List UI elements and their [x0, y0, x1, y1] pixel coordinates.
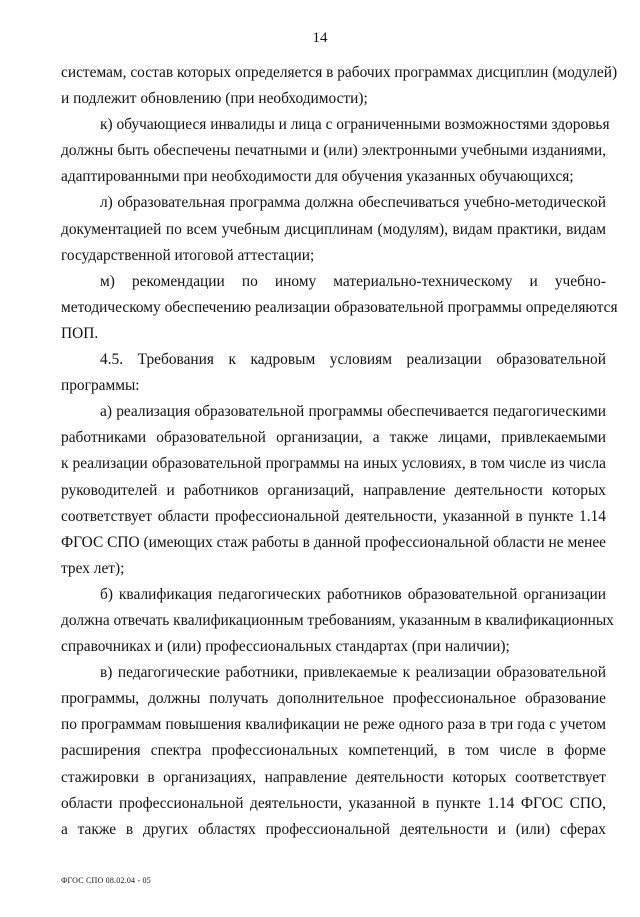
text-line: системам, состав которых определяется в рабочих программах дисциплин (модулей) [61, 64, 618, 81]
text-line: расширения спектра профессиональных компетенций, в том числе в форме [61, 742, 606, 760]
document-body [61, 60, 618, 843]
text-line: б) квалификация педагогических работников образовательной организации [100, 585, 606, 603]
text-line: ПОП. [61, 324, 99, 342]
text-line: государственной итоговой аттестации; [61, 246, 315, 264]
text-line: должна отвечать квалификационным требованиям, указанным в квалификационных [61, 611, 614, 629]
text-line: в) педагогические работники, привлекаемые к реализации образовательной [100, 664, 606, 682]
page-number: 14 [312, 30, 328, 46]
text-line: работниками образовательной организации, а также лицами, привлекаемыми [61, 429, 606, 447]
text-line: ФГОС СПО (имеющих стаж работы в данной профессиональной области не менее [61, 533, 606, 551]
text-line: методическому обеспечению реализации образовательной программы определяются [61, 298, 618, 316]
text-line: 4.5. Требования к кадровым условиям реализации образовательной [100, 351, 606, 369]
text-line: м) рекомендации по иному материально-техническому и учебно- [100, 272, 606, 290]
text-line: должны быть обеспечены печатными и (или) электронными учебными изданиями, [61, 142, 606, 160]
text-line: к реализации образовательной программы на иных условиях, в том числе из числа [61, 455, 606, 473]
text-line: соответствует области профессиональной деятельности, указанной в пункте 1.14 [61, 507, 606, 525]
text-line: справочниках и (или) профессиональных стандартах (при наличии); [61, 638, 510, 656]
text-line: а) реализация образовательной программы обеспечивается педагогическими [100, 403, 606, 421]
text-line: области профессиональной деятельности, указанной в пункте 1.14 ФГОС СПО, [61, 794, 606, 812]
footer-code: ФГОС СПО 08.02.04 - 05 [61, 876, 151, 885]
text-line: трех лет); [61, 559, 125, 577]
text-line: документацией по всем учебным дисциплинам (модулям), видам практики, видам [61, 220, 606, 238]
text-line: а также в других областях профессиональной деятельности и (или) сферах [61, 820, 606, 838]
text-line: и подлежит обновлению (при необходимости); [61, 90, 368, 108]
text-line: к) обучающиеся инвалиды и лица с ограниченными возможностями здоровья [100, 116, 610, 134]
text-line: руководителей и работников организаций, направление деятельности которых [61, 481, 606, 499]
text-line: программы, должны получать дополнительное профессиональное образование [61, 690, 606, 708]
text-line: стажировки в организациях, направление деятельности которых соответствует [61, 768, 606, 786]
text-line: л) образовательная программа должна обеспечиваться учебно-методической [100, 194, 606, 212]
text-line: по программам повышения квалификации не реже одного раза в три года с учетом [61, 716, 606, 734]
text-line: адаптированными при необходимости для обучения указанных обучающихся; [61, 168, 574, 186]
text-line: программы: [61, 377, 140, 395]
